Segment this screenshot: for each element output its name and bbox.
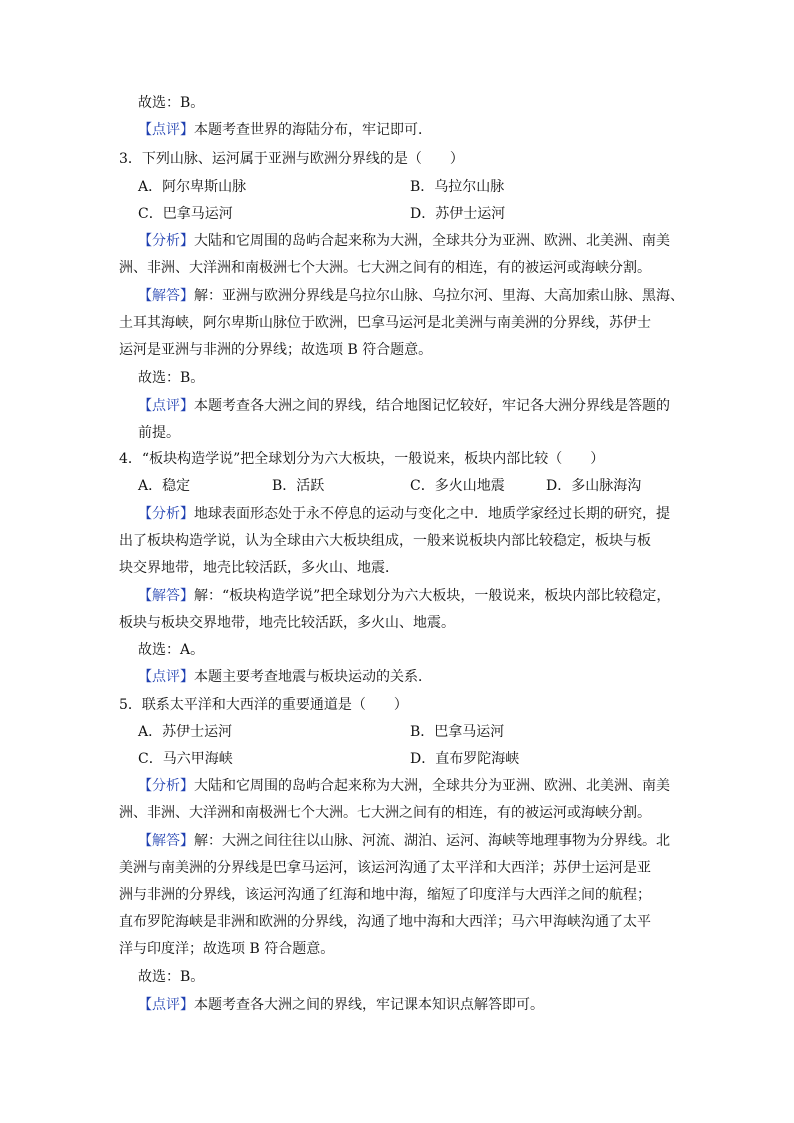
q3-comment-tag: 【点评】 (138, 398, 194, 414)
q4-analysis-line: 出了板块构造学说，认为全球由六大板块组成，一般来说板块内部比较稳定，板块与板 (119, 533, 651, 549)
q5-solution-line: 直布罗陀海峡是非洲和欧洲的分界线，沟通了地中海和大西洋；马六甲海峡沟通了太平 (119, 914, 651, 930)
q5-solution-line: 洋与印度洋；故选项 B 符合题意。 (119, 941, 335, 957)
q4-analysis-line: 块交界地带，地壳比较活跃，多火山、地震． (119, 560, 399, 576)
q5-stem: 5．联系太平洋和大西洋的重要通道是（ ） (119, 697, 408, 713)
q4-option-a: A．稳定 (138, 478, 191, 494)
q3-solution-line: 运河是亚洲与非洲的分界线；故选项 B 符合题意。 (119, 342, 433, 358)
q3-analysis-line: 洲、非洲、大洋洲和南极洲七个大洲。七大洲之间有的相连，有的被运河或海峡分割。 (119, 260, 651, 276)
q4-analysis-tag: 【分析】 (138, 506, 194, 522)
q5-solution-tag: 【解答】 (138, 833, 194, 849)
q3-analysis: 【分析】大陆和它周围的岛屿合起来称为大洲，全球共分为亚洲、欧洲、北美洲、南美 (138, 233, 670, 249)
q5-analysis-line: 洲、非洲、大洋洲和南极洲七个大洲。七大洲之间有的相连，有的被运河或海峡分割。 (119, 805, 651, 821)
q4-analysis: 【分析】地球表面形态处于永不停息的运动与变化之中．地质学家经过长期的研究，提 (138, 506, 670, 522)
q5-comment-tag: 【点评】 (138, 997, 194, 1013)
q3-comment-line: 前提。 (138, 425, 180, 441)
q4-option-d: D．多山脉海沟 (546, 478, 642, 494)
q3-solution-tag: 【解答】 (138, 288, 194, 304)
q3-option-b: B．乌拉尔山脉 (410, 179, 505, 195)
q4-solution-tag: 【解答】 (138, 588, 194, 604)
q5-analysis-tag: 【分析】 (138, 778, 194, 794)
q3-analysis-tag: 【分析】 (138, 233, 194, 249)
q5-solution-line: 洲与非洲的分界线，该运河沟通了红海和地中海，缩短了印度洋与大西洋之间的航程； (119, 887, 651, 903)
q4-answer: 故选：A。 (138, 642, 205, 658)
q2-answer: 故选：B。 (138, 95, 205, 111)
q3-comment: 【点评】本题考查各大洲之间的界线，结合地图记忆较好，牢记各大洲分界线是答题的 (138, 398, 670, 414)
q3-answer: 故选：B。 (138, 370, 205, 386)
q5-solution-line: 美洲与南美洲的分界线是巴拿马运河，该运河沟通了太平洋和大西洋；苏伊士运河是亚 (119, 860, 651, 876)
q2-comment: 【点评】本题考查世界的海陆分布，牢记即可． (138, 122, 432, 138)
q5-analysis: 【分析】大陆和它周围的岛屿合起来称为大洲，全球共分为亚洲、欧洲、北美洲、南美 (138, 778, 670, 794)
q4-option-c: C．多火山地震 (410, 478, 505, 494)
q4-comment-tag: 【点评】 (138, 669, 194, 685)
q5-option-a: A．苏伊士运河 (138, 724, 233, 740)
q2-comment-tag: 【点评】 (138, 122, 194, 138)
q5-answer: 故选：B。 (138, 969, 205, 985)
q5-option-d: D．直布罗陀海峡 (410, 751, 520, 767)
q5-comment: 【点评】本题考查各大洲之间的界线，牢记课本知识点解答即可。 (138, 997, 544, 1013)
q3-solution-line: 土耳其海峡，阿尔卑斯山脉位于欧洲，巴拿马运河是北美洲与南美洲的分界线，苏伊士 (119, 315, 651, 331)
q4-solution: 【解答】解：“板块构造学说”把全球划分为六大板块，一般说来，板块内部比较稳定， (138, 588, 671, 604)
q4-comment: 【点评】本题主要考查地震与板块运动的关系． (138, 669, 432, 685)
q4-stem: 4．“板块构造学说”把全球划分为六大板块，一般说来，板块内部比较（ ） (119, 451, 605, 467)
q5-option-c: C．马六甲海峡 (138, 751, 233, 767)
q3-option-c: C．巴拿马运河 (138, 206, 233, 222)
q5-option-b: B．巴拿马运河 (410, 724, 505, 740)
q4-option-b: B．活跃 (272, 478, 325, 494)
q3-option-a: A．阿尔卑斯山脉 (138, 179, 247, 195)
q4-solution-line: 板块与板块交界地带，地壳比较活跃，多火山、地震。 (119, 615, 455, 631)
q3-solution: 【解答】解：亚洲与欧洲分界线是乌拉尔山脉、乌拉尔河、里海、大高加索山脉、黑海、 (138, 288, 684, 304)
q5-solution: 【解答】解：大洲之间往往以山脉、河流、湖泊、运河、海峡等地理事物为分界线。北 (138, 833, 670, 849)
q3-stem: 3．下列山脉、运河属于亚洲与欧洲分界线的是（ ） (119, 151, 464, 167)
q3-option-d: D．苏伊士运河 (410, 206, 506, 222)
